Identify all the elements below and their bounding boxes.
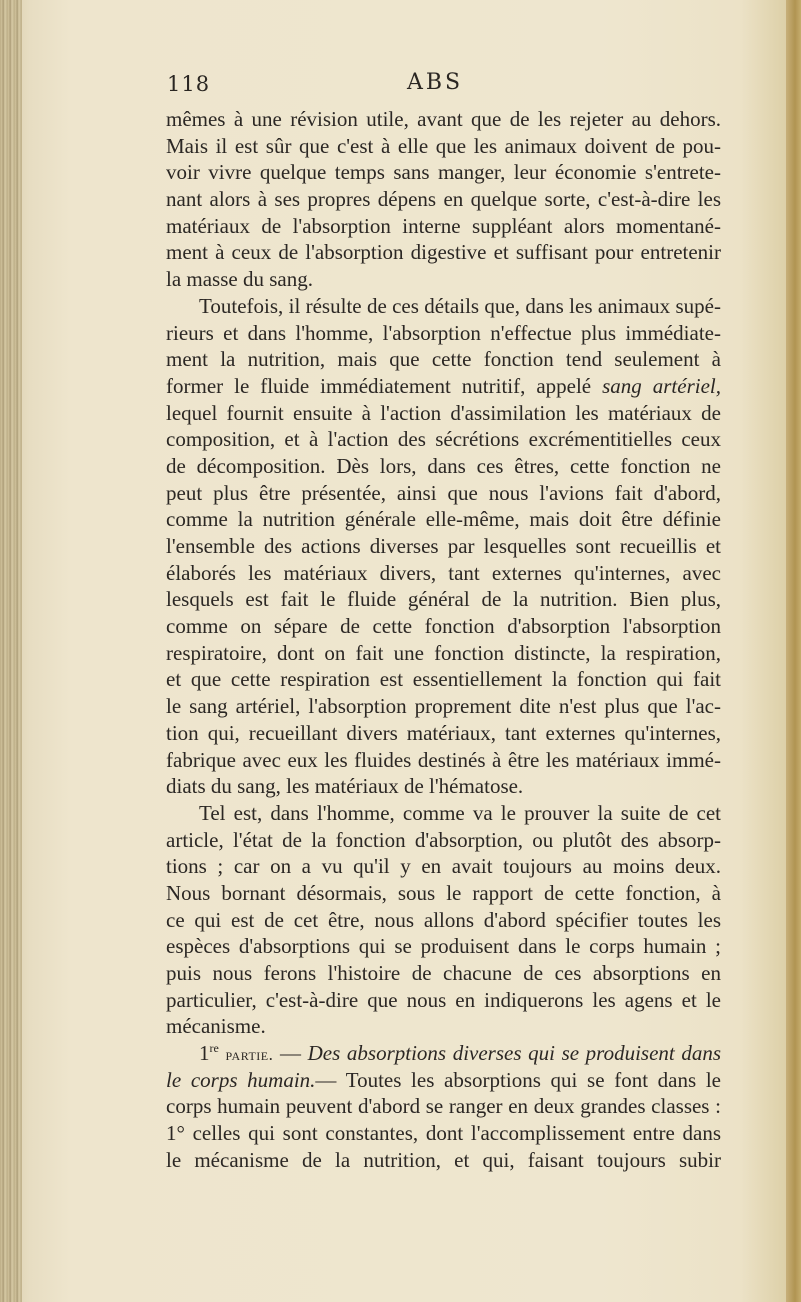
page-edge [786,0,801,1302]
text-line: Toutefois, il résulte de ces détails que, dans les animaux supé- [199,293,721,318]
text-line: puis nous ferons l'histoire de chacune de ces absorptions en [166,961,721,985]
text-line: rieurs et dans l'homme, l'absorption n'effectue plus immédiate- [166,320,721,345]
text-line: particulier, c'est-à-dire que nous en indiquerons les agens et le [166,987,721,1012]
text-line: espèces d'absorptions qui se produisent dans le corps humain ; [166,934,721,959]
text-line: l'ensemble des actions diverses par lesquelles sont recueillis et [166,534,721,558]
text-line: tion qui, recueillant divers matériaux, tant externes qu'internes, [166,720,721,745]
text-line: élaborés les matériaux divers, tant externes qu'internes, avec [166,560,721,585]
part-title-continued: le corps humain. [166,1067,316,1092]
italic-term: sang artériel, [602,373,721,398]
text-line: diats du sang, les matériaux de l'hématose. [166,774,524,799]
text-line: peut plus être présentée, ainsi que nous l'avions fait d'abord, [166,480,721,505]
part-superscript: re [209,1041,219,1056]
part-label: partie. [225,1045,274,1065]
page-number: 118 [167,72,211,96]
text-line: Mais il est sûr que c'est à elle que les animaux doivent de pou- [166,133,721,158]
text-line: ment à ceux de l'absorption digestive et suffisant pour entretenir [166,240,721,265]
text-line: fabrique avec eux les fluides destinés à être les matériaux immé- [166,747,721,772]
line-text: former le fluide immédiatement nutritif, appelé [166,373,603,398]
text-line: le sang artériel, l'absorption proprement dite n'est plus que l'ac- [166,694,721,719]
text-line [166,373,721,400]
text-line: de décomposition. Dès lors, dans ces êtres, cette fonction ne [166,453,721,478]
text-line: respiratoire, dont on fait une fonction distincte, la respiration, [166,640,721,665]
text-line: 1° celles qui sont constantes, dont l'accomplissement entre dans [166,1121,721,1146]
text-line: ce qui est de cet être, nous allons d'abord spécifier toutes les [166,907,721,932]
text-line: nant alors à ses propres dépens en quelque sorte, c'est-à-dire les [166,187,721,212]
text-line [166,1067,721,1094]
text-line: la masse du sang. [166,267,313,292]
part-title: Des absorptions diverses qui se produisent dans [307,1041,721,1066]
part-number: 1 [199,1041,210,1066]
line-text: Toutes les absorptions qui se font dans le [345,1067,721,1092]
page-header [167,68,727,98]
text-line: Nous bornant désormais, sous le rapport de cette fonction, à [166,880,721,905]
text-line: mécanisme. [166,1014,266,1039]
dash: — [315,1067,346,1092]
text-line: et que cette respiration est essentiellement la fonction qui fait [166,667,721,692]
section-heading-line [166,1040,721,1067]
dash: — [273,1041,308,1066]
text-line: le mécanisme de la nutrition, et qui, faisant toujours subir [166,1147,721,1172]
text-line: composition, et à l'action des sécrétions excrémentitielles ceux [166,427,721,452]
text-line: ment la nutrition, mais que cette fonction tend seulement à [166,347,721,372]
text-line: comme la nutrition générale elle-même, mais doit être définie [166,507,721,532]
body-text [166,106,721,1174]
text-line: article, l'état de la fonction d'absorption, ou plutôt des absorp- [166,827,721,852]
text-line: voir vivre quelque temps sans manger, leur économie s'entrete- [166,160,721,185]
text-line: lequel fournit ensuite à l'action d'assimilation les matériaux de [166,400,721,425]
page-binding [0,0,22,1302]
text-line: lesquels est fait le fluide général de la nutrition. Bien plus, [166,587,721,612]
text-line: matériaux de l'absorption interne suppléant alors momentané- [166,213,721,238]
text-line: mêmes à une révision utile, avant que de les rejeter au dehors. [166,107,721,131]
text-line: tions ; car on a vu qu'il y en avait toujours au moins deux. [166,854,721,879]
running-head: ABS [407,70,464,95]
text-line: comme on sépare de cette fonction d'absorption l'absorption [166,614,721,639]
text-line: corps humain peuvent d'abord se ranger en deux grandes classes : [166,1094,721,1119]
text-line: Tel est, dans l'homme, comme va le prouver la suite de cet [199,800,721,825]
